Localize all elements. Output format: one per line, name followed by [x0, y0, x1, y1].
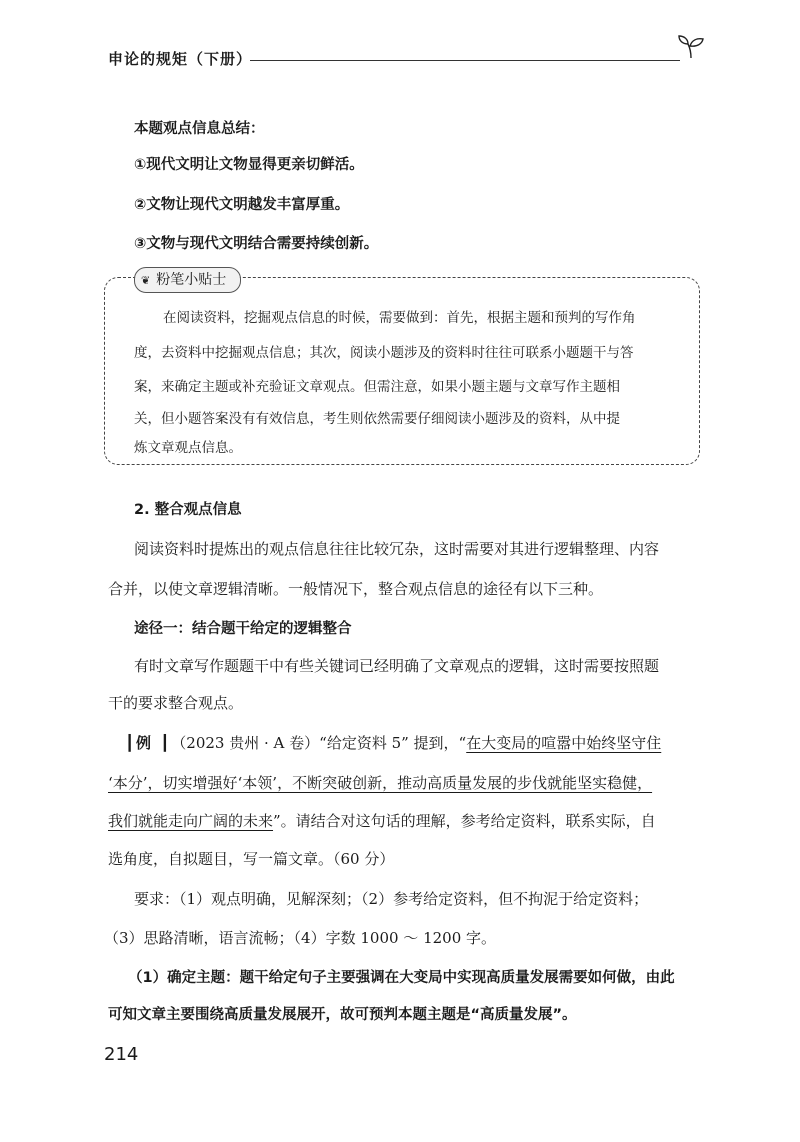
path-heading: 途径一：结合题干给定的逻辑整合	[134, 621, 352, 637]
sprout-icon	[676, 30, 706, 60]
example-marker: ┃例 ┃	[125, 734, 172, 752]
example-text: （2023 贵州 · A 卷）“给定资料 5” 提到，“	[171, 734, 467, 752]
step-line: 可知文章主要围绕高质量发展展开，故可预判本题主题是“高质量发展”。	[108, 1007, 577, 1023]
section-heading: 2. 整合观点信息	[134, 502, 242, 518]
tip-line: 炼文章观点信息。	[134, 440, 242, 456]
step-line: （1）确定主题：题干给定句子主要强调在大变局中实现高质量发展需要如何做，由此	[128, 970, 675, 986]
summary-item: ②文物让现代文明越发丰富厚重。	[134, 197, 350, 213]
page-number: 214	[104, 1044, 139, 1065]
body-line: 阅读资料时提炼出的观点信息往往比较冗杂，这时需要对其进行逻辑整理、内容	[134, 540, 660, 558]
summary-item: ①现代文明让文物显得更亲切鲜活。	[134, 157, 364, 173]
tip-badge-label: 粉笔小贴士	[156, 272, 227, 288]
tip-line: 在阅读资料，挖掘观点信息的时候，需要做到：首先，根据主题和预判的写作角	[163, 310, 636, 326]
running-header-title: 申论的规矩（下册）	[108, 50, 253, 68]
tip-line: 案，来确定主题或补充验证文章观点。但需注意，如果小题主题与文章写作主题相	[134, 379, 620, 395]
tip-line: 关，但小题答案没有有效信息，考生则依然需要仔细阅读小题涉及的资料，从中提	[134, 411, 620, 427]
summary-heading: 本题观点信息总结：	[134, 121, 265, 137]
example-quote: 在大变局的喧嚣中始终坚守住	[466, 734, 662, 752]
example-text: ”。请结合对这句话的理解，参考给定资料，联系实际，自	[273, 812, 656, 830]
tip-line: 度，去资料中挖掘观点信息；其次，阅读小题涉及的资料时往往可联系小题题干与答	[134, 345, 634, 361]
leaf-icon: ❦	[141, 274, 151, 287]
example-quote: ‘本分’，切实增强好‘本领’，不断突破创新，推动高质量发展的步伐就能坚实稳健，	[108, 774, 653, 792]
body-line: 有时文章写作题题干中有些关键词已经明确了文章观点的逻辑，这时需要按照题	[134, 657, 660, 675]
example-quote: 我们就能走向广阔的未来	[108, 812, 274, 830]
example-line	[125, 732, 661, 753]
requirements-line: （3）思路清晰，语言流畅；（4）字数 1000 ～ 1200 字。	[104, 929, 497, 947]
body-line: 干的要求整合观点。	[108, 694, 244, 712]
summary-item: ③文物与现代文明结合需要持续创新。	[134, 236, 379, 252]
tip-badge	[134, 267, 241, 293]
example-line	[108, 810, 656, 831]
requirements-line: 要求：（1）观点明确，见解深刻；（2）参考给定资料，但不拘泥于给定资料；	[134, 890, 649, 908]
example-line: 选角度，自拟题目，写一篇文章。（60 分）	[108, 850, 395, 868]
body-line: 合并，以使文章逻辑清晰。一般情况下，整合观点信息的途径有以下三种。	[108, 580, 604, 598]
header-rule	[250, 60, 680, 61]
